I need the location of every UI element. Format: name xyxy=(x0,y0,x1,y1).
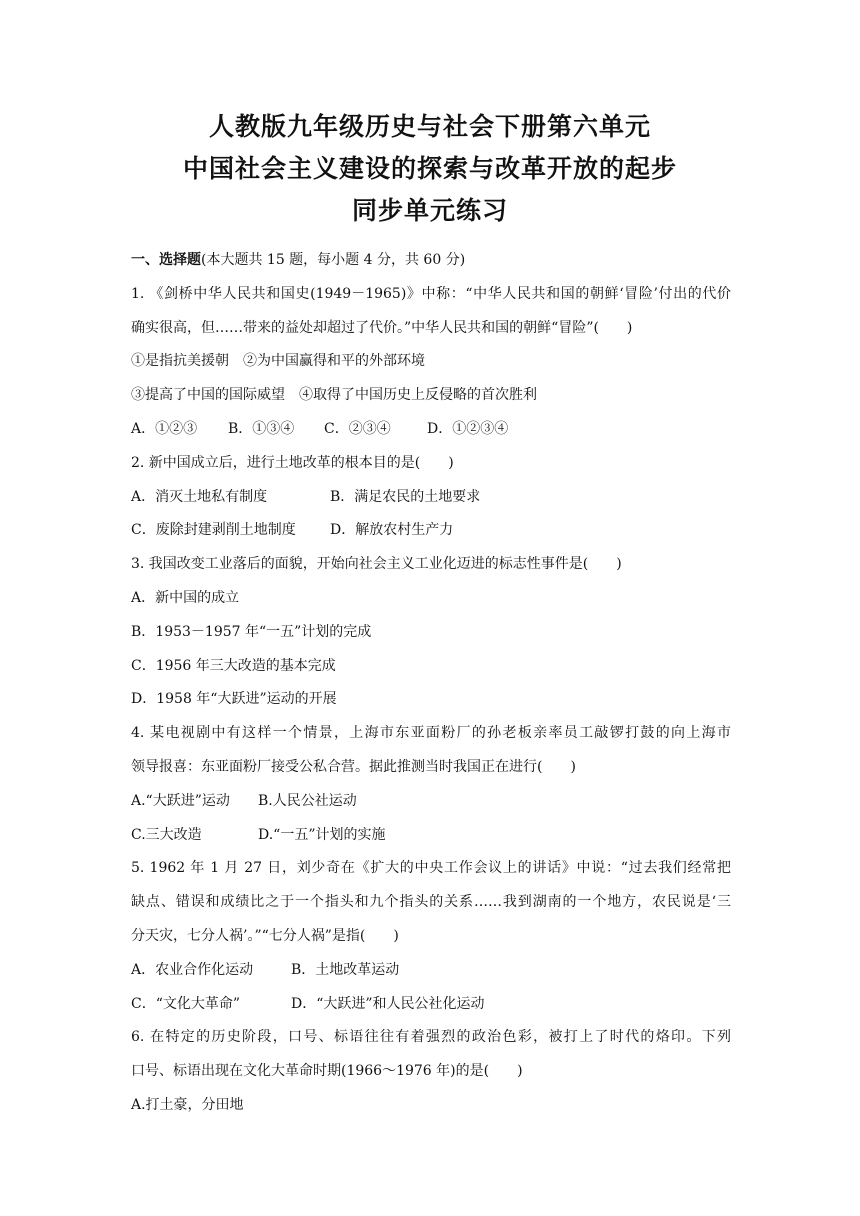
option-c: C．废除封建剥削土地制度 xyxy=(131,522,296,539)
question-6 xyxy=(131,1021,731,1122)
question-text-line: 6. 在特定的历史阶段，口号、标语往往有着强烈的政治色彩，被打上了时代的烙印。下列 xyxy=(131,1029,731,1046)
option-a: A.打土豪，分田地 xyxy=(131,1096,244,1113)
question-text-line: 确实很高，但……带来的益处却超过了代价。”中华人民共和国的朝鲜“冒险”( ) xyxy=(131,319,633,336)
question-3 xyxy=(131,548,731,717)
option-row xyxy=(131,683,731,717)
option-row xyxy=(131,954,731,988)
question-4 xyxy=(131,717,731,852)
option-a: A．农业合作化运动 xyxy=(131,961,254,978)
document-body xyxy=(131,244,731,1123)
option-b: B．满足农民的土地要求 xyxy=(330,488,481,505)
question-text-line: 1. 《剑桥中华人民共和国史(1949－1965)》中称：“中华人民共和国的朝鲜‘冒险’付出的代价 xyxy=(131,285,731,302)
section-label: 一、选择题 xyxy=(131,252,201,268)
question-text-line: 分天灾，七分人祸’。”“七分人祸”是指( ) xyxy=(131,927,399,944)
question-2 xyxy=(131,447,731,548)
question-text-line: 缺点、错误和成绩比之于一个指头和九个指头的关系……我到湖南的一个地方，农民说是‘三 xyxy=(131,894,731,911)
option-b: B．①③④ xyxy=(228,420,295,437)
option-d: D．①②③④ xyxy=(427,420,509,437)
option-row xyxy=(131,413,731,447)
question-5 xyxy=(131,852,731,1021)
option-d: D．“大跃进”和人民公社化运动 xyxy=(291,995,485,1012)
option-c: C.三大改造 xyxy=(131,826,202,843)
option-a: A.“大跃进”运动 xyxy=(131,792,230,809)
option-row xyxy=(131,481,731,515)
title-line-2: 中国社会主义建设的探索与改革开放的起步 xyxy=(182,154,677,183)
option-b: B．土地改革运动 xyxy=(291,961,400,978)
option-d: D.“一五”计划的实施 xyxy=(258,826,386,843)
option-a: A．消灭土地私有制度 xyxy=(131,488,268,505)
option-row xyxy=(131,1089,731,1123)
section-heading xyxy=(131,244,731,278)
option-row xyxy=(131,650,731,684)
option-a: A．新中国的成立 xyxy=(131,589,240,606)
option-row xyxy=(131,514,731,548)
question-text-line: ①是指抗美援朝 ②为中国赢得和平的外部环境 xyxy=(131,353,425,370)
option-d: D．1958 年“大跃进”运动的开展 xyxy=(131,691,337,708)
option-row xyxy=(131,819,731,853)
question-text-line: 2. 新中国成立后，进行土地改革的根本目的是( ) xyxy=(131,454,454,471)
option-d: D．解放农村生产力 xyxy=(330,522,454,539)
question-1 xyxy=(131,278,731,447)
option-b: B.人民公社运动 xyxy=(258,792,357,809)
question-text-line: 5. 1962 年 1 月 27 日，刘少奇在《扩大的中央工作会议上的讲话》中说：“过去我们经常把 xyxy=(131,860,731,877)
question-text-line: 领导报喜：东亚面粉厂接受公私合营。据此推测当时我国正在进行( ) xyxy=(131,758,576,775)
option-row xyxy=(131,616,731,650)
option-b: B．1953－1957 年“一五”计划的完成 xyxy=(131,623,372,640)
option-row xyxy=(131,988,731,1022)
title-line-1: 人教版九年级历史与社会下册第六单元 xyxy=(208,112,651,141)
question-text-line: 口号、标语出现在文化大革命时期(1966～1976 年)的是( ) xyxy=(131,1063,523,1080)
option-c: C．“文化大革命” xyxy=(131,995,241,1012)
option-a: A．①②③ xyxy=(131,420,198,437)
option-row xyxy=(131,785,731,819)
document-title xyxy=(0,106,860,232)
section-note: (本大题共 15 题，每小题 4 分，共 60 分) xyxy=(201,252,466,268)
question-text-line: 3. 我国改变工业落后的面貌，开始向社会主义工业化迈进的标志性事件是( ) xyxy=(131,556,622,573)
option-row xyxy=(131,582,731,616)
option-c: C．②③④ xyxy=(324,420,391,437)
question-text-line: 4. 某电视剧中有这样一个情景，上海市东亚面粉厂的孙老板亲率员工敲锣打鼓的向上海市 xyxy=(131,725,731,742)
question-text-line: ③提高了中国的国际威望 ④取得了中国历史上反侵略的首次胜利 xyxy=(131,387,537,404)
title-line-3: 同步单元练习 xyxy=(351,196,508,225)
option-c: C．1956 年三大改造的基本完成 xyxy=(131,657,336,674)
